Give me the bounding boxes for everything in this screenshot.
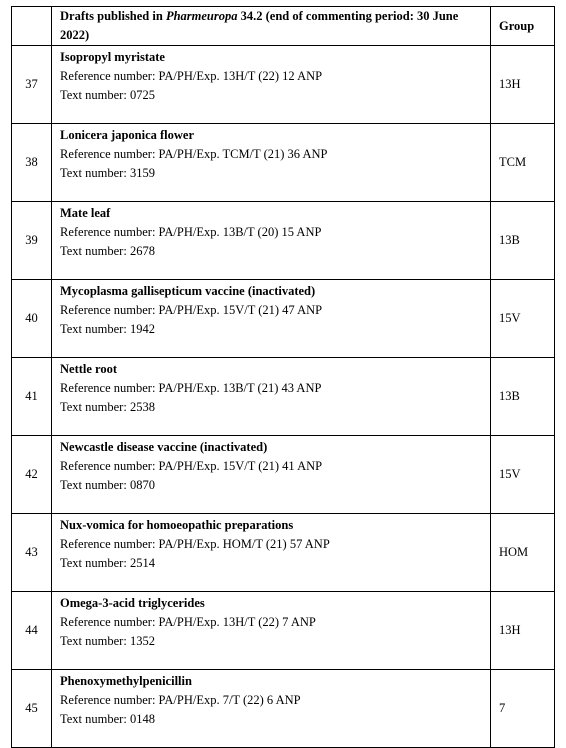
- row-group: 13B: [491, 358, 555, 436]
- text-number: Text number: 2678: [60, 244, 155, 258]
- reference-number: Reference number: PA/PH/Exp. 7/T (22) 6 ANP: [60, 693, 301, 707]
- row-draft-cell: [52, 358, 491, 436]
- monograph-title: Isopropyl myristate: [60, 50, 165, 64]
- header-drafts-journal: Pharmeuropa: [165, 9, 238, 23]
- row-group: 15V: [491, 280, 555, 358]
- row-group: 13B: [491, 202, 555, 280]
- reference-number: Reference number: PA/PH/Exp. 13H/T (22) 7 ANP: [60, 615, 316, 629]
- text-number: Text number: 0870: [60, 478, 155, 492]
- text-number: Text number: 0148: [60, 712, 155, 726]
- table-row: [12, 358, 555, 436]
- table-row: [12, 280, 555, 358]
- reference-number: Reference number: PA/PH/Exp. 15V/T (21) 47 ANP: [60, 303, 323, 317]
- text-number: Text number: 3159: [60, 166, 155, 180]
- text-number: Text number: 1352: [60, 634, 155, 648]
- drafts-table: [11, 6, 555, 748]
- row-group: 15V: [491, 436, 555, 514]
- row-number: 43: [12, 514, 52, 592]
- row-number: 38: [12, 124, 52, 202]
- table-row: [12, 46, 555, 124]
- table-row: [12, 202, 555, 280]
- row-group: 13H: [491, 592, 555, 670]
- table-row: [12, 670, 555, 748]
- monograph-title: Mycoplasma gallisepticum vaccine (inactivated): [60, 284, 316, 298]
- monograph-title: Newcastle disease vaccine (inactivated): [60, 440, 268, 454]
- row-draft-cell: [52, 280, 491, 358]
- header-drafts-prefix: Drafts published in: [60, 9, 166, 23]
- row-number: 42: [12, 436, 52, 514]
- reference-number: Reference number: PA/PH/Exp. 13H/T (22) 12 ANP: [60, 69, 323, 83]
- row-number: 44: [12, 592, 52, 670]
- row-group: 7: [491, 670, 555, 748]
- text-number: Text number: 2538: [60, 400, 155, 414]
- row-draft-cell: [52, 436, 491, 514]
- row-group: 13H: [491, 46, 555, 124]
- monograph-title: Omega-3-acid triglycerides: [60, 596, 205, 610]
- reference-number: Reference number: PA/PH/Exp. TCM/T (21) 36 ANP: [60, 147, 328, 161]
- header-group-cell: Group: [491, 7, 555, 46]
- monograph-title: Nux-vomica for homoeopathic preparations: [60, 518, 294, 532]
- row-draft-cell: [52, 670, 491, 748]
- monograph-title: Nettle root: [60, 362, 118, 376]
- row-number: 40: [12, 280, 52, 358]
- text-number: Text number: 1942: [60, 322, 155, 336]
- reference-number: Reference number: PA/PH/Exp. 13B/T (21) 43 ANP: [60, 381, 322, 395]
- table-row: [12, 592, 555, 670]
- table-row: [12, 514, 555, 592]
- reference-number: Reference number: PA/PH/Exp. HOM/T (21) 57 ANP: [60, 537, 330, 551]
- monograph-title: Phenoxymethylpenicillin: [60, 674, 192, 688]
- row-draft-cell: [52, 124, 491, 202]
- table-header-row: [12, 7, 555, 46]
- row-number: 37: [12, 46, 52, 124]
- table-row: [12, 436, 555, 514]
- row-number: 39: [12, 202, 52, 280]
- monograph-title: Mate leaf: [60, 206, 111, 220]
- row-draft-cell: [52, 514, 491, 592]
- text-number: Text number: 0725: [60, 88, 155, 102]
- header-number-cell: [12, 7, 52, 46]
- header-drafts-cell: [52, 7, 491, 46]
- reference-number: Reference number: PA/PH/Exp. 15V/T (21) 41 ANP: [60, 459, 323, 473]
- row-group: TCM: [491, 124, 555, 202]
- row-number: 45: [12, 670, 52, 748]
- row-group: HOM: [491, 514, 555, 592]
- row-draft-cell: [52, 46, 491, 124]
- text-number: Text number: 2514: [60, 556, 155, 570]
- reference-number: Reference number: PA/PH/Exp. 13B/T (20) 15 ANP: [60, 225, 322, 239]
- table-row: [12, 124, 555, 202]
- header-drafts-suffix: 34.2 (end of commenting period: 30 June 2022): [60, 9, 459, 42]
- row-draft-cell: [52, 592, 491, 670]
- row-draft-cell: [52, 202, 491, 280]
- row-number: 41: [12, 358, 52, 436]
- monograph-title: Lonicera japonica flower: [60, 128, 195, 142]
